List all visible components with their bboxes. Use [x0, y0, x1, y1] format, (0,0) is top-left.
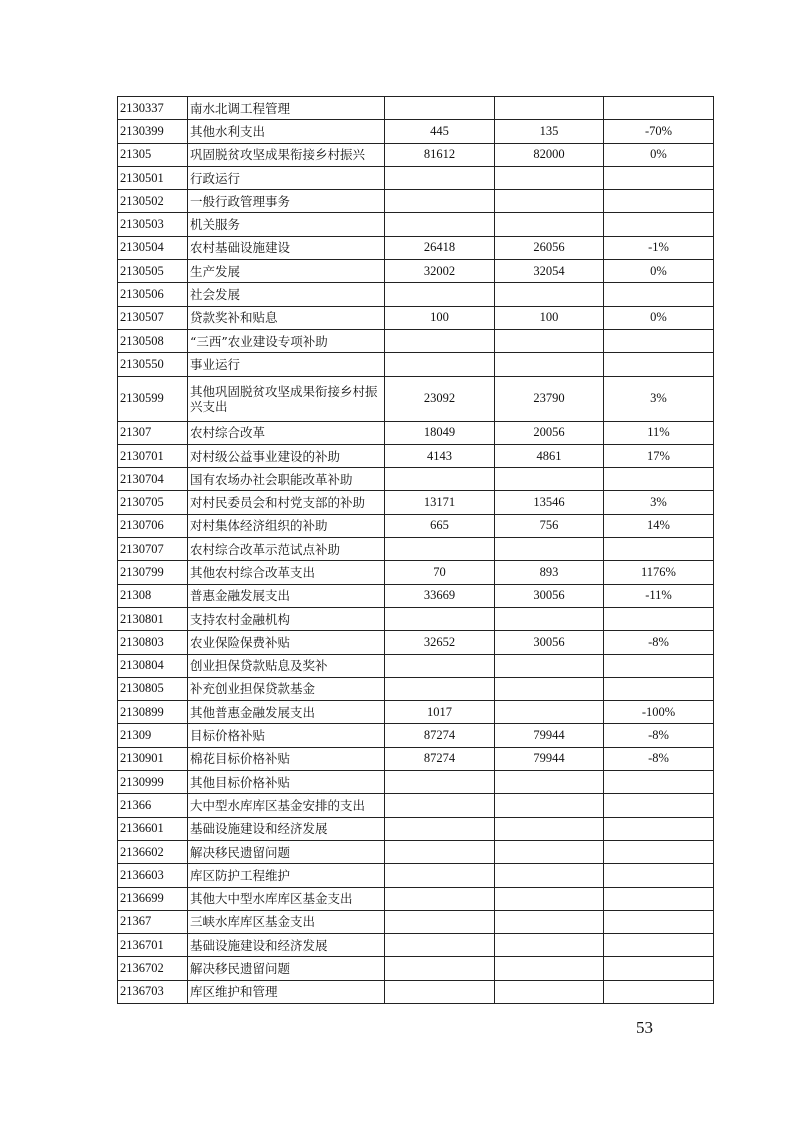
value-cell-1: 26418	[385, 236, 495, 259]
value-cell-2	[495, 353, 604, 376]
table-row	[118, 747, 714, 770]
value-cell-2	[495, 190, 604, 213]
value-cell-2	[495, 329, 604, 352]
code-cell: 2136603	[118, 864, 188, 887]
code-cell: 2130701	[118, 444, 188, 467]
value-cell-2	[495, 213, 604, 236]
code-cell: 2130705	[118, 491, 188, 514]
value-cell-2	[495, 97, 604, 120]
change-cell	[604, 654, 714, 677]
name-cell: 农村基础设施建设	[188, 236, 385, 259]
code-cell: 2136601	[118, 817, 188, 840]
value-cell-2: 30056	[495, 584, 604, 607]
name-cell: 解决移民遗留问题	[188, 840, 385, 863]
change-cell	[604, 607, 714, 630]
table-row	[118, 631, 714, 654]
value-cell-1: 18049	[385, 421, 495, 444]
code-cell: 21307	[118, 421, 188, 444]
change-cell	[604, 97, 714, 120]
change-cell	[604, 864, 714, 887]
code-cell: 2130501	[118, 166, 188, 189]
change-cell: 0%	[604, 306, 714, 329]
name-cell: 棉花目标价格补贴	[188, 747, 385, 770]
value-cell-1	[385, 677, 495, 700]
value-cell-1: 32002	[385, 260, 495, 283]
change-cell	[604, 817, 714, 840]
name-cell: 普惠金融发展支出	[188, 584, 385, 607]
code-cell: 2136703	[118, 980, 188, 1003]
name-cell: 一般行政管理事务	[188, 190, 385, 213]
value-cell-2	[495, 166, 604, 189]
value-cell-2: 79944	[495, 724, 604, 747]
table-row	[118, 817, 714, 840]
code-cell: 21367	[118, 910, 188, 933]
table-row	[118, 468, 714, 491]
value-cell-2	[495, 607, 604, 630]
name-cell: 贷款奖补和贴息	[188, 306, 385, 329]
name-cell: 创业担保贷款贴息及奖补	[188, 654, 385, 677]
value-cell-1	[385, 190, 495, 213]
value-cell-2	[495, 771, 604, 794]
table-row	[118, 654, 714, 677]
value-cell-1: 100	[385, 306, 495, 329]
value-cell-1	[385, 329, 495, 352]
change-cell: -8%	[604, 631, 714, 654]
code-cell: 2130550	[118, 353, 188, 376]
value-cell-1: 33669	[385, 584, 495, 607]
value-cell-1	[385, 840, 495, 863]
table-row	[118, 724, 714, 747]
table-row	[118, 120, 714, 143]
name-cell: 库区维护和管理	[188, 980, 385, 1003]
table-row	[118, 584, 714, 607]
value-cell-1: 445	[385, 120, 495, 143]
change-cell: 3%	[604, 491, 714, 514]
code-cell: 2130508	[118, 329, 188, 352]
value-cell-2: 893	[495, 561, 604, 584]
table-body	[118, 97, 714, 1004]
code-cell: 2130901	[118, 747, 188, 770]
name-cell: 事业运行	[188, 353, 385, 376]
code-cell: 21366	[118, 794, 188, 817]
value-cell-2: 13546	[495, 491, 604, 514]
value-cell-1	[385, 771, 495, 794]
code-cell: 2130505	[118, 260, 188, 283]
value-cell-1	[385, 538, 495, 561]
value-cell-1: 665	[385, 514, 495, 537]
value-cell-2	[495, 794, 604, 817]
table-row	[118, 306, 714, 329]
table-row	[118, 840, 714, 863]
name-cell: 基础设施建设和经济发展	[188, 817, 385, 840]
change-cell	[604, 538, 714, 561]
code-cell: 2130399	[118, 120, 188, 143]
code-cell: 2130805	[118, 677, 188, 700]
code-cell: 2130507	[118, 306, 188, 329]
name-cell: 社会发展	[188, 283, 385, 306]
change-cell	[604, 677, 714, 700]
name-cell: 生产发展	[188, 260, 385, 283]
value-cell-1: 13171	[385, 491, 495, 514]
value-cell-2: 20056	[495, 421, 604, 444]
code-cell: 2136602	[118, 840, 188, 863]
value-cell-1	[385, 910, 495, 933]
name-cell: 基础设施建设和经济发展	[188, 934, 385, 957]
code-cell: 2130337	[118, 97, 188, 120]
change-cell	[604, 166, 714, 189]
value-cell-2	[495, 283, 604, 306]
change-cell	[604, 840, 714, 863]
code-cell: 2130506	[118, 283, 188, 306]
value-cell-2	[495, 468, 604, 491]
value-cell-1: 81612	[385, 143, 495, 166]
table-row	[118, 329, 714, 352]
value-cell-2: 26056	[495, 236, 604, 259]
change-cell: 0%	[604, 143, 714, 166]
value-cell-2: 82000	[495, 143, 604, 166]
value-cell-1: 87274	[385, 747, 495, 770]
name-cell: 农村综合改革示范试点补助	[188, 538, 385, 561]
change-cell	[604, 794, 714, 817]
value-cell-1: 70	[385, 561, 495, 584]
code-cell: 2136701	[118, 934, 188, 957]
value-cell-2: 756	[495, 514, 604, 537]
name-cell: 行政运行	[188, 166, 385, 189]
name-cell: 库区防护工程维护	[188, 864, 385, 887]
value-cell-1	[385, 817, 495, 840]
code-cell: 21305	[118, 143, 188, 166]
name-cell: 补充创业担保贷款基金	[188, 677, 385, 700]
table-row	[118, 561, 714, 584]
code-cell: 21308	[118, 584, 188, 607]
value-cell-1	[385, 957, 495, 980]
change-cell	[604, 213, 714, 236]
value-cell-1: 87274	[385, 724, 495, 747]
table-row	[118, 421, 714, 444]
value-cell-1	[385, 864, 495, 887]
change-cell	[604, 887, 714, 910]
value-cell-2: 23790	[495, 376, 604, 421]
change-cell: -1%	[604, 236, 714, 259]
change-cell: -8%	[604, 747, 714, 770]
value-cell-1	[385, 654, 495, 677]
value-cell-1	[385, 468, 495, 491]
value-cell-1	[385, 166, 495, 189]
change-cell: 14%	[604, 514, 714, 537]
code-cell: 2130899	[118, 701, 188, 724]
code-cell: 2130803	[118, 631, 188, 654]
table-row	[118, 166, 714, 189]
change-cell: 3%	[604, 376, 714, 421]
table-row	[118, 260, 714, 283]
change-cell	[604, 771, 714, 794]
value-cell-2	[495, 864, 604, 887]
value-cell-2: 30056	[495, 631, 604, 654]
name-cell: 其他农村综合改革支出	[188, 561, 385, 584]
table-row	[118, 957, 714, 980]
name-cell: 机关服务	[188, 213, 385, 236]
change-cell: -70%	[604, 120, 714, 143]
code-cell: 2130999	[118, 771, 188, 794]
table-row	[118, 771, 714, 794]
table-row	[118, 934, 714, 957]
value-cell-2	[495, 701, 604, 724]
value-cell-1	[385, 887, 495, 910]
name-cell: 其他水利支出	[188, 120, 385, 143]
change-cell	[604, 329, 714, 352]
change-cell	[604, 934, 714, 957]
value-cell-2: 135	[495, 120, 604, 143]
table-row	[118, 701, 714, 724]
value-cell-1	[385, 353, 495, 376]
value-cell-2: 79944	[495, 747, 604, 770]
change-cell	[604, 980, 714, 1003]
code-cell: 2130801	[118, 607, 188, 630]
change-cell: -100%	[604, 701, 714, 724]
table-row	[118, 794, 714, 817]
code-cell: 2130706	[118, 514, 188, 537]
value-cell-1	[385, 213, 495, 236]
code-cell: 21309	[118, 724, 188, 747]
value-cell-2	[495, 910, 604, 933]
value-cell-2	[495, 817, 604, 840]
change-cell: 17%	[604, 444, 714, 467]
code-cell: 2130503	[118, 213, 188, 236]
value-cell-1	[385, 934, 495, 957]
table-row	[118, 190, 714, 213]
change-cell	[604, 190, 714, 213]
value-cell-2	[495, 934, 604, 957]
name-cell: 对村级公益事业建设的补助	[188, 444, 385, 467]
change-cell: -11%	[604, 584, 714, 607]
budget-table	[117, 96, 714, 1004]
change-cell: 1176%	[604, 561, 714, 584]
value-cell-2	[495, 887, 604, 910]
change-cell: 0%	[604, 260, 714, 283]
table-row	[118, 980, 714, 1003]
value-cell-1	[385, 794, 495, 817]
change-cell	[604, 468, 714, 491]
name-cell: 农村综合改革	[188, 421, 385, 444]
name-cell: 其他巩固脱贫攻坚成果衔接乡村振兴支出	[188, 376, 385, 421]
change-cell	[604, 283, 714, 306]
table-row	[118, 444, 714, 467]
value-cell-1	[385, 980, 495, 1003]
value-cell-2: 32054	[495, 260, 604, 283]
name-cell: 其他目标价格补贴	[188, 771, 385, 794]
value-cell-2	[495, 677, 604, 700]
page-number: 53	[636, 1018, 653, 1037]
table-row	[118, 236, 714, 259]
code-cell: 2136699	[118, 887, 188, 910]
table-row	[118, 353, 714, 376]
value-cell-2	[495, 980, 604, 1003]
value-cell-1	[385, 607, 495, 630]
table-row	[118, 607, 714, 630]
value-cell-2	[495, 840, 604, 863]
table-row	[118, 910, 714, 933]
name-cell: 巩固脱贫攻坚成果衔接乡村振兴	[188, 143, 385, 166]
table-row	[118, 514, 714, 537]
change-cell	[604, 957, 714, 980]
code-cell: 2130504	[118, 236, 188, 259]
code-cell: 2130707	[118, 538, 188, 561]
name-cell: 大中型水库库区基金安排的支出	[188, 794, 385, 817]
code-cell: 2130804	[118, 654, 188, 677]
table-row	[118, 864, 714, 887]
value-cell-2: 100	[495, 306, 604, 329]
name-cell: 其他普惠金融发展支出	[188, 701, 385, 724]
code-cell: 2130599	[118, 376, 188, 421]
table-row	[118, 283, 714, 306]
table-row	[118, 491, 714, 514]
value-cell-2	[495, 957, 604, 980]
name-cell: 南水北调工程管理	[188, 97, 385, 120]
value-cell-1: 4143	[385, 444, 495, 467]
table-row	[118, 376, 714, 421]
value-cell-1	[385, 97, 495, 120]
value-cell-2: 4861	[495, 444, 604, 467]
name-cell: 支持农村金融机构	[188, 607, 385, 630]
name-cell: 解决移民遗留问题	[188, 957, 385, 980]
name-cell: 国有农场办社会职能改革补助	[188, 468, 385, 491]
name-cell: 目标价格补贴	[188, 724, 385, 747]
value-cell-2	[495, 538, 604, 561]
name-cell: “三西”农业建设专项补助	[188, 329, 385, 352]
table-row	[118, 213, 714, 236]
name-cell: 对村集体经济组织的补助	[188, 514, 385, 537]
code-cell: 2130704	[118, 468, 188, 491]
code-cell: 2130502	[118, 190, 188, 213]
table-row	[118, 97, 714, 120]
name-cell: 对村民委员会和村党支部的补助	[188, 491, 385, 514]
value-cell-1	[385, 283, 495, 306]
value-cell-1: 23092	[385, 376, 495, 421]
value-cell-1: 1017	[385, 701, 495, 724]
code-cell: 2136702	[118, 957, 188, 980]
change-cell: 11%	[604, 421, 714, 444]
table-row	[118, 677, 714, 700]
name-cell: 三峡水库库区基金支出	[188, 910, 385, 933]
code-cell: 2130799	[118, 561, 188, 584]
value-cell-1: 32652	[385, 631, 495, 654]
name-cell: 其他大中型水库库区基金支出	[188, 887, 385, 910]
change-cell	[604, 910, 714, 933]
table-row	[118, 143, 714, 166]
table-row	[118, 538, 714, 561]
name-cell: 农业保险保费补贴	[188, 631, 385, 654]
change-cell: -8%	[604, 724, 714, 747]
value-cell-2	[495, 654, 604, 677]
table-row	[118, 887, 714, 910]
change-cell	[604, 353, 714, 376]
